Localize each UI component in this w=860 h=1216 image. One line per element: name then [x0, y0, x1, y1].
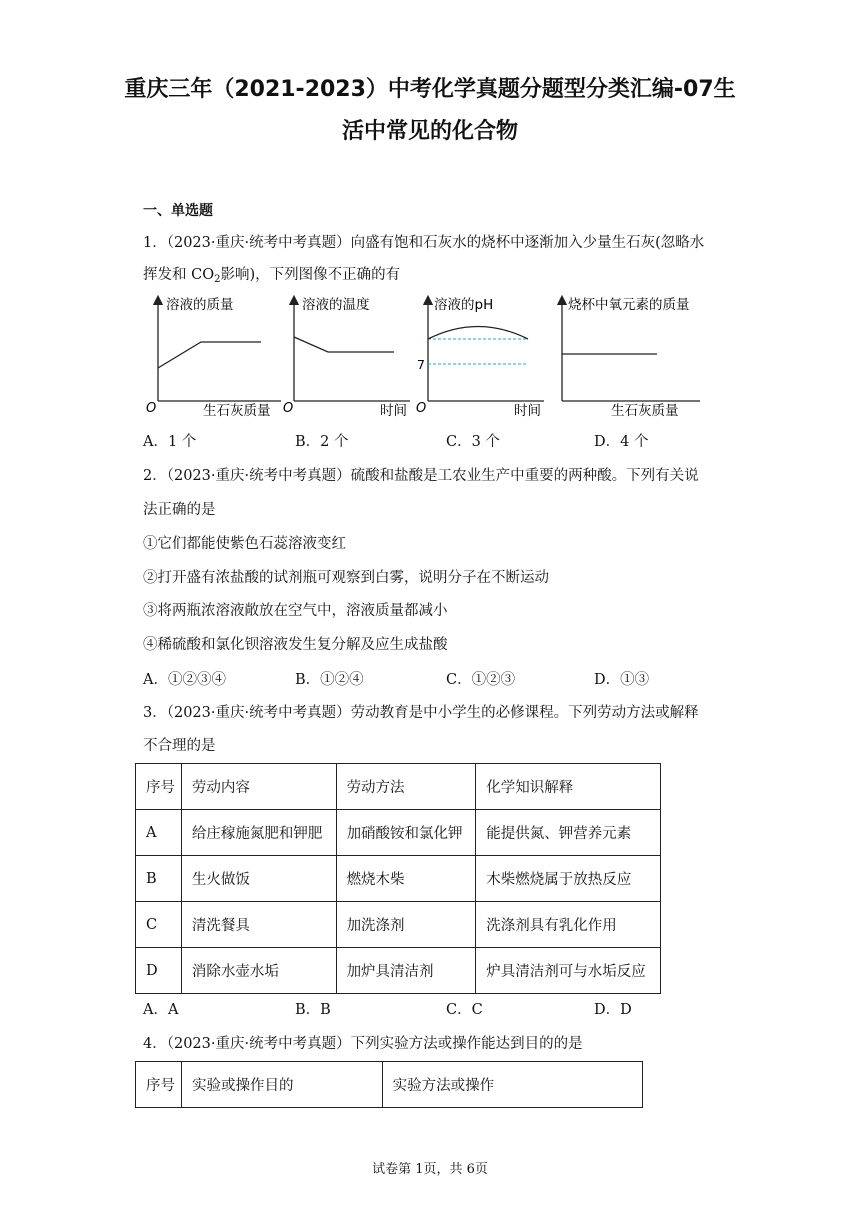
table-row — [136, 902, 661, 948]
q1-stem-text-a: 挥发和 CO — [143, 267, 215, 283]
graph-y-label: 溶液的质量 — [166, 297, 234, 313]
q3-choice-d[interactable]: D．D — [594, 1002, 632, 1018]
q2-choice-d[interactable]: D．①③ — [594, 672, 650, 688]
graph-origin-label: O — [146, 401, 157, 416]
q3-header-cell: 劳动方法 — [336, 764, 476, 810]
q3-table — [135, 763, 661, 994]
q4-header-cell: 序号 — [136, 1062, 182, 1108]
table-cell: 炉具清洁剂可与水垢反应 — [476, 948, 661, 994]
table-row — [136, 856, 661, 902]
table-cell: 能提供氮、钾营养元素 — [476, 810, 661, 856]
q1-graph-oxygen-mass — [547, 294, 707, 424]
q1-choice-c[interactable]: C．3 个 — [446, 434, 500, 450]
table-cell: 洗涤剂具有乳化作用 — [476, 902, 661, 948]
q1-graph-solution-temperature — [282, 294, 412, 424]
q4-table-header-row — [136, 1062, 643, 1108]
table-cell: 燃烧木柴 — [336, 856, 476, 902]
table-cell: 木柴燃烧属于放热反应 — [476, 856, 661, 902]
q2-choice-a[interactable]: A．①②③④ — [143, 672, 226, 688]
table-cell: 消除水壶水垢 — [181, 948, 336, 994]
q1-stem-line1: 1．（2023·重庆·统考中考真题）向盛有饱和石灰水的烧杯中逐渐加入少量生石灰(忽略水 — [143, 235, 705, 251]
q2-choice-c[interactable]: C．①②③ — [446, 672, 516, 688]
graph-curve — [428, 327, 528, 340]
q4-table — [135, 1061, 643, 1108]
table-cell: C — [136, 902, 182, 948]
q2-choice-b[interactable]: B．①②④ — [295, 672, 364, 688]
q3-header-cell: 化学知识解释 — [476, 764, 661, 810]
graph-origin-label: O — [416, 401, 427, 416]
doc-title-line1: 重庆三年（2021-2023）中考化学真题分题型分类汇编-07生 — [124, 77, 736, 102]
q1-choice-d[interactable]: D．4 个 — [594, 434, 649, 450]
q2-statement-2: ②打开盛有浓盐酸的试剂瓶可观察到白雾，说明分子在不断运动 — [143, 570, 549, 586]
table-row — [136, 810, 661, 856]
table-cell: B — [136, 856, 182, 902]
q4-stem-line1: 4．（2023·重庆·统考中考真题）下列实验方法或操作能达到目的的是 — [143, 1036, 583, 1052]
graph-y-label: 烧杯中氧元素的质量 — [568, 297, 690, 313]
q1-graph-solution-mass — [143, 294, 283, 424]
table-cell: D — [136, 948, 182, 994]
q3-choice-b[interactable]: B．B — [295, 1002, 331, 1018]
graph-curve — [294, 337, 394, 352]
q3-choice-c[interactable]: C．C — [446, 1002, 483, 1018]
q3-table-header-row — [136, 764, 661, 810]
table-cell: A — [136, 810, 182, 856]
graph-curve — [158, 342, 261, 368]
q1-stem-text-b: 影响)，下列图像不正确的有 — [220, 267, 401, 283]
q3-stem-line2: 不合理的是 — [143, 738, 216, 754]
graph-origin-label: O — [283, 401, 294, 416]
q1-choice-a[interactable]: A．1 个 — [143, 434, 197, 450]
table-cell: 生火做饭 — [181, 856, 336, 902]
q1-graph-solution-ph — [412, 294, 547, 424]
q2-statement-4: ④稀硫酸和氯化钡溶液发生复分解及应生成盐酸 — [143, 637, 448, 653]
table-cell: 清洗餐具 — [181, 902, 336, 948]
table-cell: 给庄稼施氮肥和钾肥 — [181, 810, 336, 856]
graph-x-label: 时间 — [514, 403, 541, 419]
q1-choice-b[interactable]: B．2 个 — [295, 434, 349, 450]
graph-x-label: 时间 — [380, 403, 407, 419]
table-row — [136, 948, 661, 994]
graph-tick-label: 7 — [417, 357, 425, 372]
q2-statement-3: ③将两瓶浓溶液敞放在空气中，溶液质量都减小 — [143, 603, 448, 619]
graph-x-label: 生石灰质量 — [203, 403, 271, 419]
section-heading: 一、单选题 — [143, 203, 213, 219]
q2-statement-1: ①它们都能使紫色石蕊溶液变红 — [143, 536, 346, 552]
q2-stem-line2: 法正确的是 — [143, 502, 216, 518]
graph-y-label: 溶液的温度 — [302, 297, 370, 313]
q4-header-cell: 实验方法或操作 — [382, 1062, 642, 1108]
q3-stem-line1: 3．（2023·重庆·统考中考真题）劳动教育是中小学生的必修课程。下列劳动方法或解释 — [143, 705, 699, 721]
q4-header-cell: 实验或操作目的 — [181, 1062, 382, 1108]
q3-header-cell: 劳动内容 — [181, 764, 336, 810]
graph-y-label: 溶液的pH — [434, 297, 494, 313]
q2-stem-line1: 2．（2023·重庆·统考中考真题）硫酸和盐酸是工农业生产中重要的两种酸。下列有关说 — [143, 468, 699, 484]
q3-choice-a[interactable]: A．A — [143, 1002, 179, 1018]
table-cell: 加炉具清洁剂 — [336, 948, 476, 994]
doc-title-line2: 活中常见的化合物 — [341, 119, 518, 144]
q1-stem-subscript: 2 — [214, 274, 221, 285]
q3-header-cell: 序号 — [136, 764, 182, 810]
q1-stem-line2 — [143, 265, 400, 290]
graph-x-label: 生石灰质量 — [611, 403, 679, 419]
table-cell: 加洗涤剂 — [336, 902, 476, 948]
page-footer: 试卷第 1页，共 6页 — [372, 1162, 488, 1177]
table-cell: 加硝酸铵和氯化钾 — [336, 810, 476, 856]
